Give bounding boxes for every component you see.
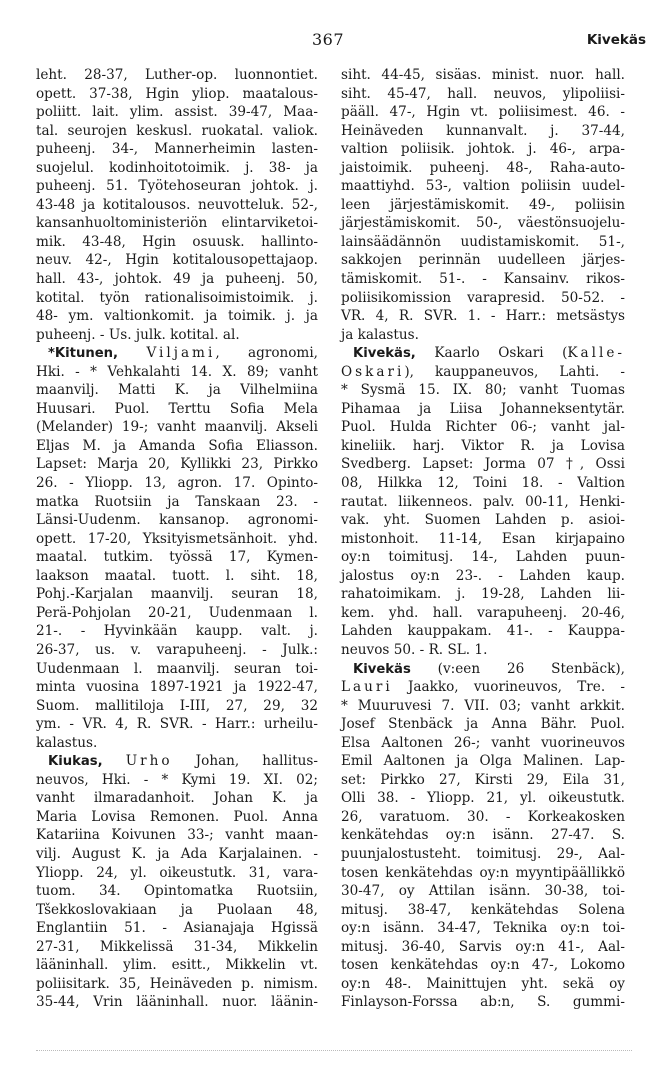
headword-surname: Kivekäs [353,661,411,677]
text-line: oy:n toimitusj. 14-, Lahden puun- [341,549,625,566]
text-line: 08, Hilkka 12, Toini 18. - Valtion [341,475,625,492]
text-line: maanvilj. Matti K. ja Vilhelmiina [36,382,318,399]
text-line: mik. 43-48, Hgin osuusk. hallinto- [36,233,318,250]
text-line: Katariina Koivunen 33-; vanht maan- [36,827,318,844]
text-line: kansanhuoltoministeriön elintarviketoi- [36,215,318,232]
text-line: 26, varatuom. 30. - Korkeakosken [341,808,625,825]
text-line: Suom. mallitiloja I-III, 27, 29, 32 [36,697,318,714]
text-line: valtion poliisik. johtok. j. 46-, arpa- [341,141,625,158]
text-line: leen järjestämiskomit. 49-, poliisin [341,196,625,213]
text-line: maatal. tutkim. työssä 17, Kymen- [36,549,318,566]
headword-surname: Kiukas, [48,754,103,770]
headword-surname: Kitunen, [54,346,119,362]
text-line: vak. yht. Suomen Lahden p. asioi- [341,512,625,529]
text-line: jaistoimik. puheenj. 48-, Raha-auto- [341,159,625,176]
text-line: Tšekkoslovakiaan ja Puolaan 48, [36,901,318,918]
text-line: Hki. - * Vehkalahti 14. X. 89; vanht [36,363,318,380]
text-line: 43-48 ja kotitalousos. neuvotteluk. 52-, [36,196,318,213]
text-line: 26-37, us. v. varapuheenj. - Julk.: [36,641,318,658]
text-line: oy:n isänn. 34-47, Teknika oy:n toi- [341,920,625,937]
right-column [341,66,625,1012]
text-line: Lahden kauppakam. 41-. - Kauppa- [341,623,625,640]
text-line: jalostus oy:n 23-. - Lahden kaup. [341,567,625,584]
text-line: 35-44, Vrin lääninhall. nuor. läänin- [36,994,318,1011]
text-line: tämiskomit. 51-. - Kansainv. rikos- [341,271,625,288]
text-line: Josef Stenbäck ja Anna Bähr. Puol. [341,716,625,733]
entry-headword-line [341,344,625,363]
text-line: tuom. 34. Opintomatka Ruotsiin, [36,883,318,900]
text-line: Finlayson-Forssa ab:n, S. gummi- [341,994,625,1011]
headword-rest: Kaarlo Oskari ( [415,345,568,362]
text-line: leht. 28-37, Luther-op. luonnontiet. [36,67,318,83]
text-line: mitusj. 36-40, Sarvis oy:n 41-, Aal- [341,938,625,955]
left-column [36,66,318,1012]
text-line: kineliik. harj. Viktor R. ja Lovisa [341,437,625,454]
text-line: Elsa Aaltonen 26-; vanht vuorineuvos [341,734,625,751]
text-line: pääll. 47-, Hgin vt. poliisimest. 46. - [341,104,625,121]
headword-given-name: Lauri [341,679,393,696]
text-line: matka Ruotsiin ja Tanskaan 23. - [36,493,318,510]
text-line: kotital. työn rationalisoimistoimik. j. [36,289,318,306]
headword-rest: ), kauppaneuvos, Lahti. - [404,363,625,380]
text-line: Olli 38. - Yliopp. 21, yl. oikeustutk. [341,790,625,807]
text-line: kenkätehdas oy:n isänn. 27-47. S. [341,827,625,844]
entry-headword-line [36,752,318,771]
text-line: kalastus. [36,734,98,751]
text-line: neuvos, Hki. - * Kymi 19. XI. 02; [36,771,318,788]
text-line: siht. 44-45, sisäas. minist. nuor. hall. [341,67,625,83]
headword-given-name: Viljami [146,345,216,362]
text-line: Svedberg. Lapset: Jorma 07 †, Ossi [341,456,625,473]
text-line: mistonhoit. 11-14, Esan kirjapaino [341,530,625,547]
text-line: poliisitark. 35, Heinäveden p. nimism. [36,975,318,992]
text-line: suojelul. kodinhoitotoimik. j. 38- ja [36,159,318,176]
text-line: oy:n 48-. Mainittujen yht. sekä oy [341,975,625,992]
text-line: siht. 45-47, hall. neuvos, ylipoliisi- [341,85,625,102]
text-line: 26. - Yliopp. 13, agron. 17. Opinto- [36,475,318,492]
text-line: lainsäädännön uudistamiskomit. 51-, [341,233,625,250]
text-line: rahatoimikam. j. 19-28, Lahden lii- [341,586,625,603]
text-line: puunjalostusteht. toimitusj. 29-, Aal- [341,845,625,862]
text-line: puheenj. - Us. julk. kotital. al. [36,326,240,343]
text-line: järjestämiskomit. 50-, väestönsuojelu- [341,215,625,232]
text-line: hall. 43-, johtok. 49 ja puheenj. 50, [36,271,318,288]
headword-rest: , agronomi, [215,345,318,362]
text-line: Lapset: Marja 20, Kyllikki 23, Pirkko [36,456,318,473]
text-line: Heinäveden kunnanvalt. j. 37-44, [341,122,625,139]
text-line: maattiyhd. 53-, valtion poliisin uudel- [341,178,625,195]
text-line: sakkojen perinnän uudelleen järjes- [341,252,625,269]
text-line: Pohj.-Karjalan maanvilj. seuran 18, [36,586,318,603]
text-line: Uudenmaan l. maanvilj. seuran toi- [36,660,318,677]
text-line: set: Pirkko 27, Kirsti 29, Eila 31, [341,771,625,788]
headword-nickname: Kalle- [567,345,625,362]
page-number: 367 [312,30,345,49]
headword-mark: * [48,346,55,362]
text-line: laakson maatal. tuott. l. siht. 18, [36,567,318,584]
headword-nickname: Oskari [341,363,405,380]
headword-surname: Kivekäs, [353,346,416,362]
text-line: Pihamaa ja Liisa Johanneksentytär. [341,400,625,417]
text-line: poliisikomission varapresid. 50-52. - [341,289,625,306]
running-head: Kivekäs [586,32,646,48]
text-line: tosen kenkätehdas oy:n 47-, Lokomo [341,957,625,974]
headword-rest: Jaakko, vuorineuvos, Tre. - [392,679,625,696]
text-line: Puol. Hulda Richter 06-; vanht jal- [341,419,625,436]
text-line: vanht ilmaradanhoit. Johan K. ja [36,790,318,807]
entry-headword-line [36,344,318,363]
entry-headword-line [341,660,625,679]
text-line: 27-31, Mikkelissä 31-34, Mikkelin [36,938,318,955]
text-line: 21-. - Hyvinkään kaupp. valt. j. [36,623,318,640]
text-line: opett. 37-38, Hgin yliop. maatalous- [36,85,318,102]
text-line: * Sysmä 15. IX. 80; vanht Tuomas [341,382,625,399]
text-line: puheenj. 34-, Mannerheimin lasten- [36,141,318,158]
entry-headword-line [341,678,625,697]
text-line: Emil Aaltonen ja Olga Malinen. Lap- [341,753,625,770]
text-line: puheenj. 51. Työtehoseuran johtok. j. [36,178,318,195]
text-line: vilj. August K. ja Ada Karjalainen. - [36,845,318,862]
text-line: Perä-Pohjolan 20-21, Uudenmaan l. [36,604,318,621]
text-line: minta vuosina 1897-1921 ja 1922-47, [36,679,318,696]
text-line: lääninhall. ylim. esitt., Mikkelin vt. [36,957,318,974]
text-line: tal. seurojen keskusl. ruokatal. valiok. [36,122,318,139]
text-line: mitusj. 38-47, kenkätehdas Solena [341,901,625,918]
text-line: ja kalastus. [341,326,419,343]
text-line: (Melander) 19-; vanht maanvilj. Akseli [36,419,318,436]
text-line: 48- ym. valtionkomit. ja toimik. j. ja [36,308,318,325]
headword-rest: (v:een 26 Stenbäck), [410,660,625,677]
text-line: 30-47, oy Attilan isänn. 30-38, toi- [341,883,625,900]
text-line: neuvos 50. - R. SL. 1. [341,641,488,658]
text-line: * Muuruvesi 7. VII. 03; vanht arkkit. [341,697,625,714]
text-line: opett. 17-20, Yksityismetsänhoit. yhd. [36,530,318,547]
page-bottom-rule [36,1050,632,1052]
text-line: Maria Lovisa Remonen. Puol. Anna [36,808,318,825]
text-line: Yliopp. 24, yl. oikeustutk. 31, vara- [36,864,318,881]
text-line: VR. 4, R. SVR. 1. - Harr.: metsästys [341,308,625,325]
entry-headword-line [341,363,625,382]
text-line: neuv. 42-, Hgin kotitalousopettajaop. [36,252,318,269]
text-line: rautat. liikenneos. palv. 00-11, Henki- [341,493,625,510]
headword-rest: Johan, hallitus- [172,753,318,770]
text-line: poliitt. lait. ylim. assist. 39-47, Maa- [36,104,318,121]
text-line: kem. yhd. hall. varapuheenj. 20-46, [341,604,625,621]
text-line: Länsi-Uudenm. kansanop. agronomi- [36,512,318,529]
text-line: Eljas M. ja Amanda Sofia Eliasson. [36,437,318,454]
headword-given-name: Urho [125,753,173,770]
text-line: Huusari. Puol. Terttu Sofia Mela [36,400,318,417]
text-line: Englantiin 51. - Asianajaja Hgissä [36,920,318,937]
text-line: ym. - VR. 4, R. SVR. - Harr.: urheilu- [36,716,318,733]
text-line: tosen kenkätehdas oy:n myyntipäällikkö [341,864,625,881]
